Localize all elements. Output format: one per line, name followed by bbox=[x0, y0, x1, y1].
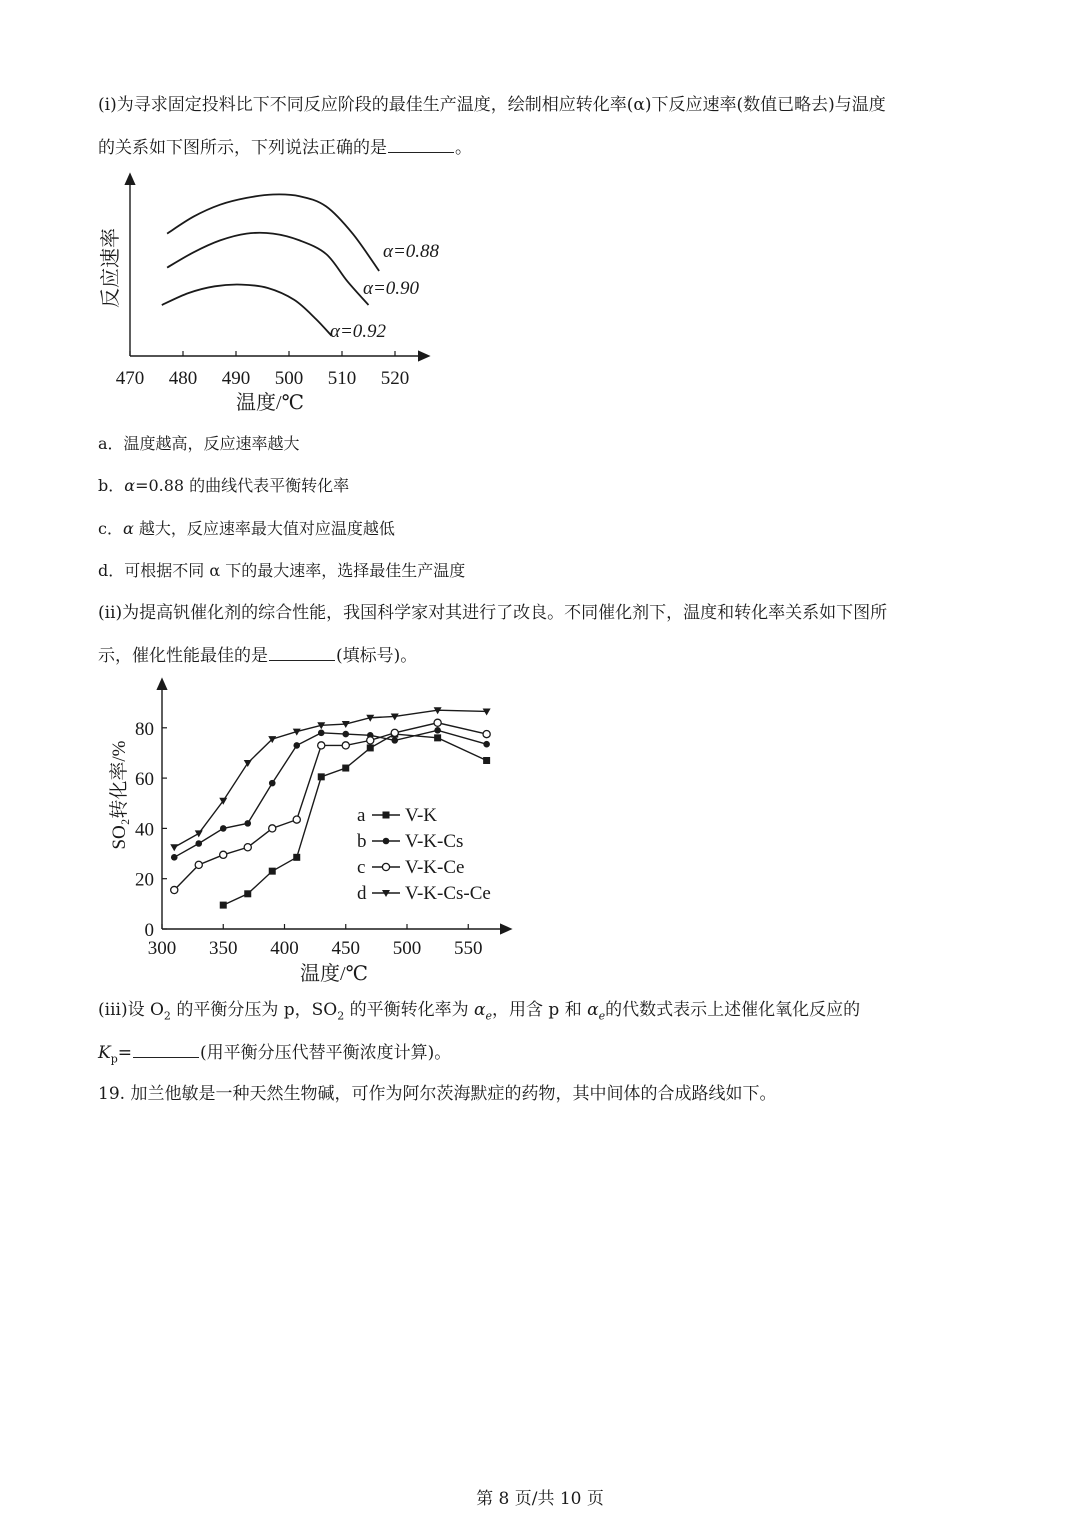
rate-temperature-chart bbox=[95, 170, 455, 420]
chart1-x-tick-label: 510 bbox=[327, 368, 357, 389]
chart2-series-line-V-K bbox=[223, 734, 486, 905]
chart1-curve-label-2: α=0.90 bbox=[363, 278, 420, 299]
part-ii-line-2 bbox=[98, 646, 417, 666]
chart2-point-V-K-Cs bbox=[195, 840, 202, 847]
chart1-x-tick-label: 470 bbox=[115, 368, 145, 389]
chart2-x-tick-label: 400 bbox=[270, 938, 299, 959]
chart2-point-V-K-Cs-Ce bbox=[195, 830, 203, 837]
chart2-legend-key: a bbox=[357, 805, 366, 826]
chart2-point-V-K bbox=[434, 734, 441, 741]
chart2-point-V-K-Ce bbox=[171, 886, 178, 893]
option-b-text: =0.88 的曲线代表平衡转化率 bbox=[135, 476, 350, 495]
chart2-point-V-K bbox=[318, 773, 325, 780]
chart2-legend-key: c bbox=[357, 857, 366, 878]
answer-blank-ii[interactable] bbox=[269, 646, 335, 661]
chart2-legend-marker bbox=[382, 863, 389, 870]
chart2-point-V-K-Ce bbox=[391, 729, 398, 736]
chart2-point-V-K-Cs bbox=[342, 731, 349, 738]
part-iii-line-1 bbox=[98, 1000, 861, 1023]
page-footer: 第 8 页/共 10 页 bbox=[476, 1489, 604, 1509]
chart2-x-tick-label: 450 bbox=[331, 938, 360, 959]
part-ii-line-2-text: 示，催化性能最佳的是 bbox=[98, 646, 268, 666]
chart1-curve-2 bbox=[167, 233, 368, 305]
chart2-point-V-K-Cs bbox=[171, 854, 178, 861]
part-ii-line-2-end: (填标号)。 bbox=[336, 646, 418, 666]
chart2-point-V-K-Cs bbox=[220, 825, 227, 832]
so2-conversion-chart bbox=[95, 675, 525, 990]
chart1-x-tick-label: 500 bbox=[274, 368, 304, 389]
chart2-y-tick-label: 20 bbox=[135, 869, 154, 891]
chart2-point-V-K bbox=[293, 854, 300, 861]
part-iii-text-a: (ⅲ)设 O bbox=[98, 1000, 164, 1020]
option-a[interactable]: a．温度越高，反应速率越大 bbox=[98, 434, 300, 453]
chart1-curve-3 bbox=[162, 285, 332, 336]
option-b-prefix: b． bbox=[98, 476, 125, 495]
question-19: 19. 加兰他敏是一种天然生物碱，可作为阿尔茨海默症的药物，其中间体的合成路线如下。 bbox=[98, 1084, 777, 1104]
chart2-point-V-K bbox=[342, 765, 349, 772]
option-b-alpha: α bbox=[124, 476, 136, 495]
chart2-point-V-K-Ce bbox=[244, 844, 251, 851]
chart2-point-V-K-Cs bbox=[391, 737, 398, 744]
option-c-alpha: α bbox=[122, 519, 134, 538]
chart1-x-label: 温度/℃ bbox=[236, 392, 304, 414]
chart1-x-tick-label: 480 bbox=[168, 368, 198, 389]
part-iii-text-b: 的平衡分压为 p，SO bbox=[176, 1000, 338, 1020]
chart2-x-tick-label: 350 bbox=[209, 938, 238, 959]
chart2-point-V-K-Ce bbox=[220, 851, 227, 858]
chart2-point-V-K-Ce bbox=[483, 730, 490, 737]
part-i-line-2-end: 。 bbox=[455, 138, 472, 158]
chart1-curve-label-3: α=0.92 bbox=[330, 321, 387, 342]
chart2-y-tick-label: 80 bbox=[135, 718, 154, 740]
chart2-y-tick-label: 40 bbox=[135, 819, 154, 841]
part-i-line-1: (ⅰ)为寻求固定投料比下不同反应阶段的最佳生产温度，绘制相应转化率(α)下反应速率(数值已略去)与温度 bbox=[98, 95, 886, 115]
o2-subscript: 2 bbox=[163, 1009, 171, 1023]
chart2-legend-label: V-K-Ce bbox=[405, 857, 465, 878]
chart2-point-V-K-Ce bbox=[195, 861, 202, 868]
alpha-subscript: e bbox=[485, 1009, 493, 1023]
chart1-x-tick-label: 520 bbox=[380, 368, 410, 389]
chart2-legend-key: b bbox=[357, 831, 367, 852]
kp-equals: = bbox=[117, 1043, 132, 1063]
chart2-point-V-K-Ce bbox=[367, 737, 374, 744]
chart2-x-tick-label: 550 bbox=[454, 938, 483, 959]
chart2-y-label: SO₂转化率/% bbox=[109, 740, 130, 850]
chart2-point-V-K-Ce bbox=[434, 719, 441, 726]
chart2-point-V-K-Ce bbox=[269, 825, 276, 832]
part-ii-line-1: (ⅱ)为提高钒催化剂的综合性能，我国科学家对其进行了改良。不同催化剂下，温度和转化率关系如下图所 bbox=[98, 603, 888, 623]
chart1-y-label: 反应速率 bbox=[100, 228, 122, 308]
chart2-point-V-K-Cs bbox=[269, 780, 276, 787]
chart2-point-V-K bbox=[220, 902, 227, 909]
option-c[interactable] bbox=[98, 519, 395, 539]
kp-subscript: p bbox=[110, 1052, 118, 1066]
chart2-legend-key: d bbox=[357, 883, 367, 904]
chart2-y-tick-label: 60 bbox=[135, 769, 154, 791]
chart2-y-tick-label: 0 bbox=[144, 920, 154, 941]
chart2-legend-label: V-K-Cs-Ce bbox=[405, 883, 491, 904]
answer-blank-i[interactable] bbox=[388, 138, 454, 153]
chart2-x-tick-label: 500 bbox=[392, 938, 422, 959]
part-iii-text-c: 的平衡转化率为 bbox=[349, 1000, 469, 1020]
answer-blank-iii[interactable] bbox=[133, 1043, 199, 1058]
option-c-prefix: c． bbox=[98, 519, 123, 538]
kp-symbol: K bbox=[98, 1043, 111, 1063]
chart2-legend-label: V-K bbox=[405, 805, 438, 826]
chart2-point-V-K-Cs-Ce bbox=[170, 844, 178, 851]
chart2-point-V-K-Cs bbox=[434, 727, 441, 734]
chart1-x-tick-label: 490 bbox=[221, 368, 251, 389]
part-iii-text-e: 的代数式表示上述催化氧化反应的 bbox=[605, 1000, 861, 1020]
chart2-x-label: 温度/℃ bbox=[300, 963, 368, 985]
part-iii-text-d: ，用含 p 和 bbox=[492, 1000, 582, 1020]
chart2-point-V-K-Cs-Ce bbox=[244, 760, 252, 767]
chart2-point-V-K-Cs bbox=[318, 730, 325, 737]
chart2-legend-label: V-K-Cs bbox=[405, 831, 464, 852]
part-iii-line-2-text: (用平衡分压代替平衡浓度计算)。 bbox=[200, 1043, 452, 1063]
chart2-point-V-K-Cs bbox=[293, 742, 300, 749]
option-d[interactable]: d．可根据不同 α 下的最大速率，选择最佳生产温度 bbox=[98, 561, 466, 580]
chart1-curve-1 bbox=[167, 194, 379, 271]
part-iii-line-2 bbox=[98, 1043, 452, 1066]
option-b[interactable] bbox=[98, 476, 349, 496]
chart2-point-V-K-Ce bbox=[293, 816, 300, 823]
chart2-point-V-K bbox=[269, 868, 276, 875]
chart2-x-tick-label: 300 bbox=[147, 938, 177, 959]
chart2-point-V-K bbox=[367, 744, 374, 751]
chart2-point-V-K-Cs bbox=[483, 741, 490, 748]
part-i-line-2-text: 的关系如下图所示，下列说法正确的是 bbox=[98, 138, 387, 158]
part-i-line-2 bbox=[98, 138, 472, 158]
so2-subscript: 2 bbox=[337, 1009, 345, 1023]
alpha-subscript-2: e bbox=[598, 1009, 606, 1023]
chart2-point-V-K-Ce bbox=[342, 742, 349, 749]
chart2-point-V-K-Cs bbox=[244, 820, 251, 827]
alpha-symbol-2: α bbox=[587, 1000, 599, 1020]
chart2-legend-marker bbox=[383, 838, 390, 845]
alpha-symbol: α bbox=[474, 1000, 486, 1020]
chart2-legend-marker bbox=[383, 812, 390, 819]
chart1-curve-label-1: α=0.88 bbox=[383, 241, 440, 262]
chart2-point-V-K bbox=[483, 757, 490, 764]
option-c-text: 越大，反应速率最大值对应温度越低 bbox=[133, 519, 395, 538]
chart2-point-V-K bbox=[244, 890, 251, 897]
chart2-point-V-K-Ce bbox=[318, 742, 325, 749]
